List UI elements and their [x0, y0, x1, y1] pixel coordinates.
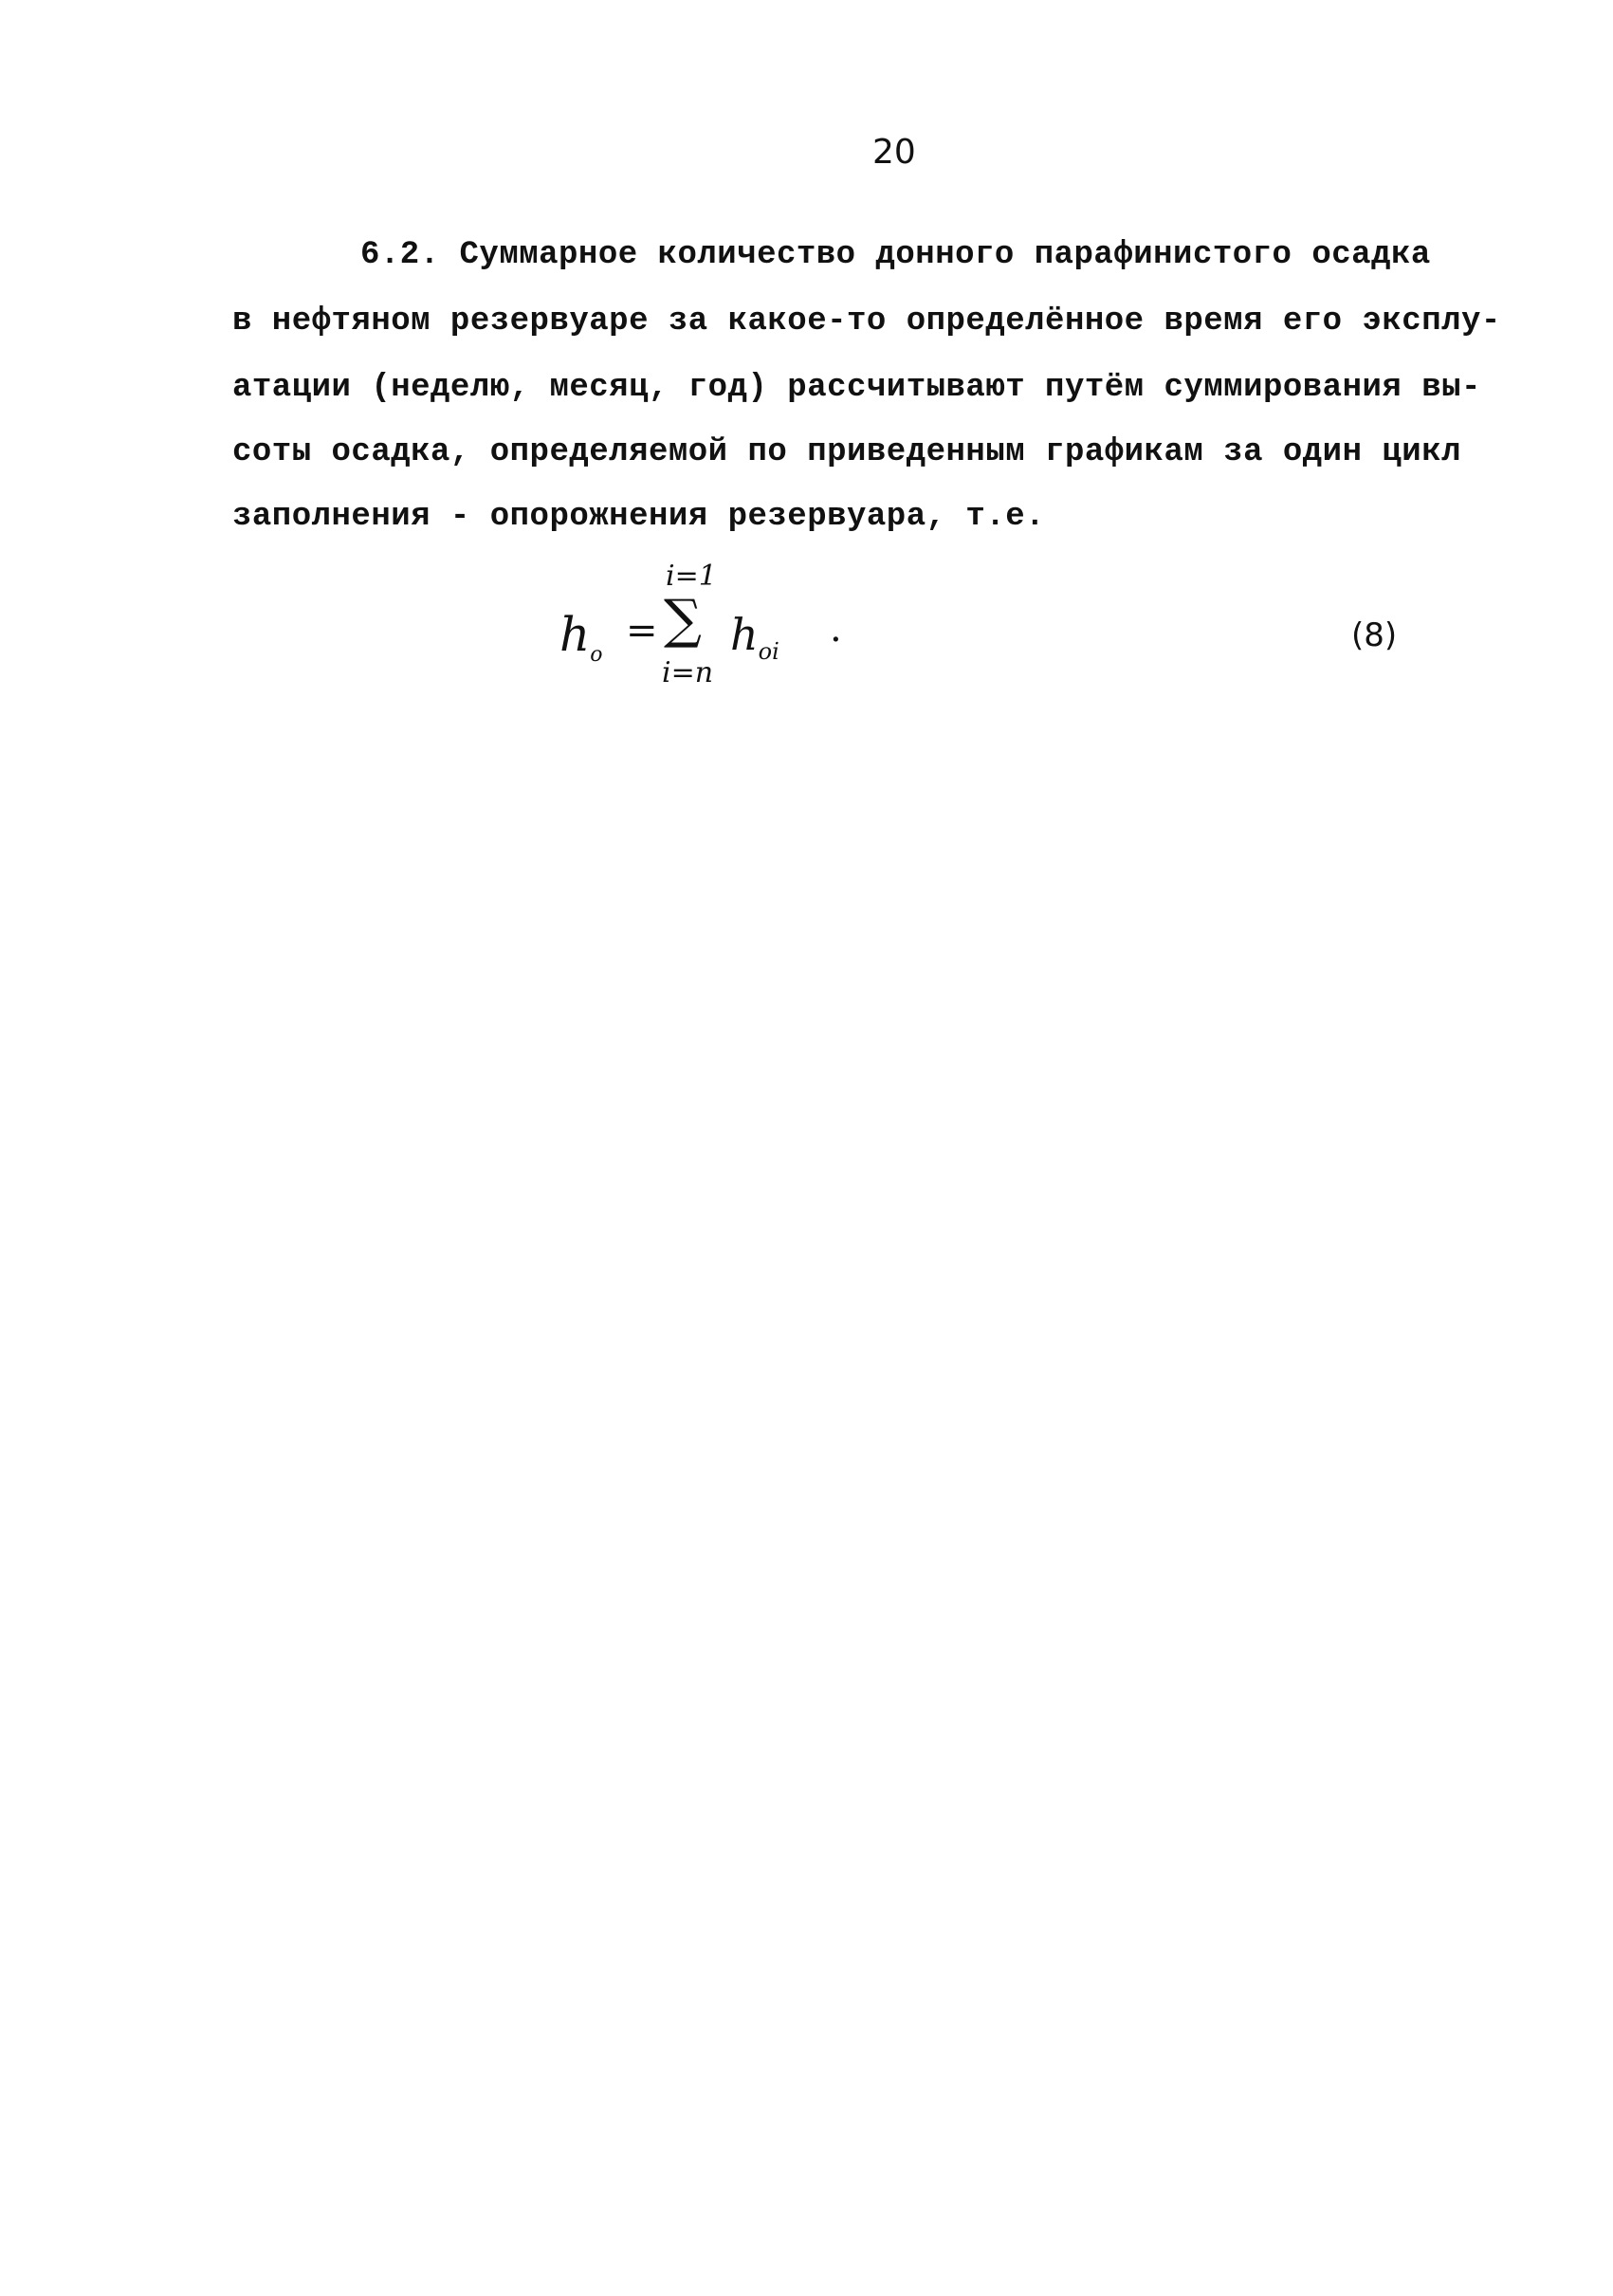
- formula-term: $h_{oi}$: [730, 609, 779, 666]
- paragraph-line-3: атации (неделю, месяц, год) рассчитывают путём суммирования вы-: [232, 370, 1481, 406]
- formula-trailing-dot: .: [830, 607, 842, 651]
- paragraph-line-2: в нефтяном резервуаре за какое-то определённое время его эксплу-: [232, 303, 1501, 340]
- formula-upper-limit: i=1: [666, 560, 717, 593]
- equation-number: (8): [1351, 616, 1398, 654]
- formula-equals: =: [626, 609, 658, 652]
- paragraph-line-5: заполнения - опорожнения резервуара, т.е.: [232, 499, 1046, 535]
- paragraph-line-1: 6.2. Суммарное количество донного парафинистого осадка: [360, 237, 1431, 273]
- sigma-symbol: ∑: [664, 589, 702, 651]
- formula-lower-limit: i=n: [662, 656, 714, 689]
- summation-formula: [559, 560, 882, 702]
- formula-lhs: $h_o$: [559, 607, 603, 667]
- paragraph-line-4: соты осадка, определяемой по приведенным графикам за один цикл: [232, 434, 1462, 470]
- page-number: 20: [872, 133, 916, 172]
